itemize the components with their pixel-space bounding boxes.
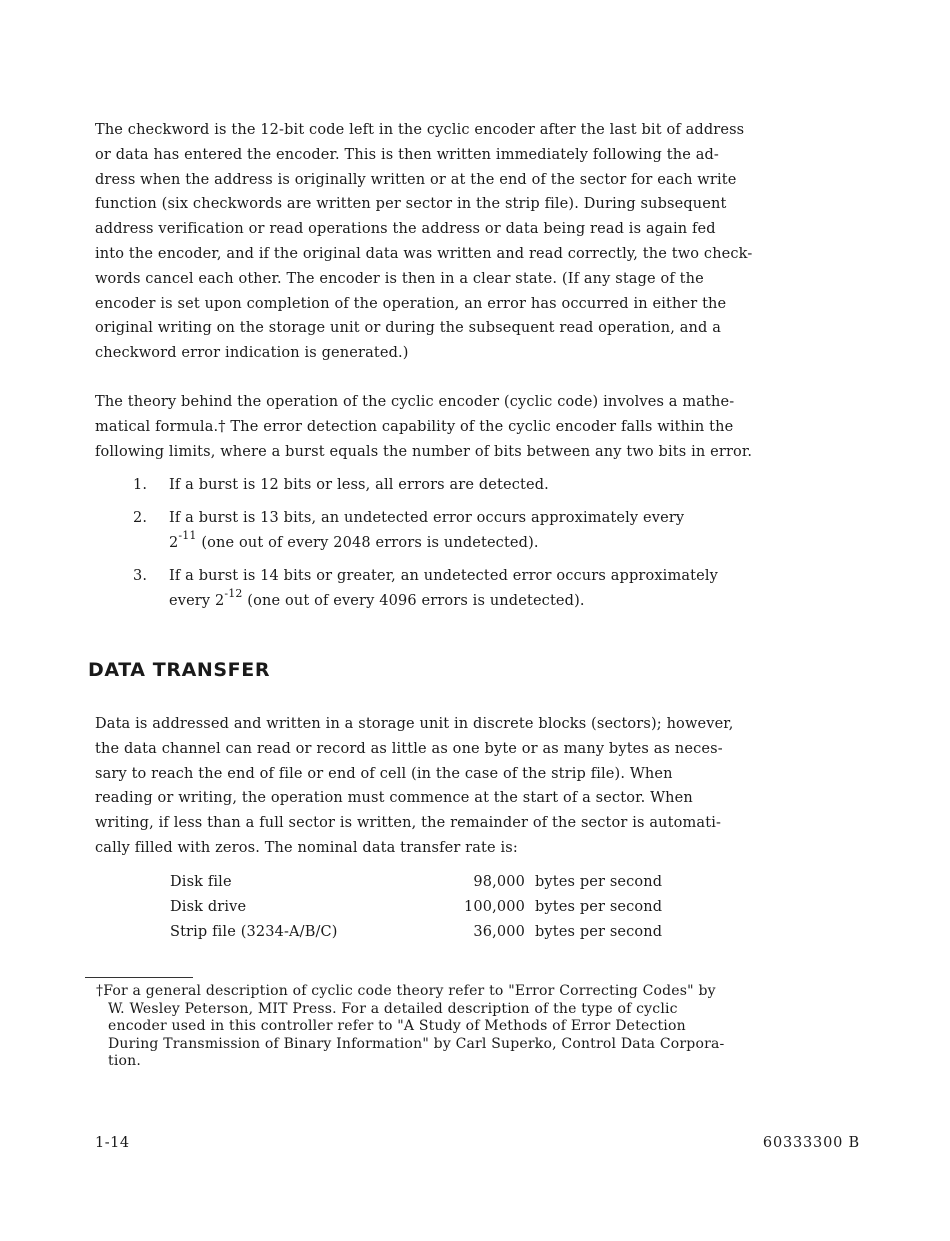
footnote xyxy=(96,983,876,1071)
list-item-number: 1. xyxy=(133,477,148,493)
text-line: dress when the address is originally written or at the end of the sector for each write xyxy=(95,171,737,188)
text-line: tion. xyxy=(108,1053,141,1070)
text-line: checkword error indication is generated.) xyxy=(95,345,409,362)
text-line: encoder is set upon completion of the operation, an error has occurred in either the xyxy=(95,295,727,312)
list-item-number: 2. xyxy=(133,510,148,526)
document-number: 60333300 B xyxy=(762,1135,860,1151)
text-line: During Transmission of Binary Information" by Carl Superko, Control Data Corpora- xyxy=(108,1035,725,1052)
text-line: words cancel each other. The encoder is then in a clear state. (If any stage of the xyxy=(95,270,704,287)
rate-value: 100,000 xyxy=(463,898,525,915)
text-fragment: (one out of every 4096 errors is undetected). xyxy=(242,592,585,609)
table-row xyxy=(170,895,710,920)
text-line xyxy=(169,586,849,614)
checkword-paragraph xyxy=(95,118,877,366)
text-line: matical formula.† The error detection capability of the cyclic encoder falls within the xyxy=(95,418,734,435)
page-number: 1-14 xyxy=(95,1135,130,1151)
rate-unit: bytes per second xyxy=(535,898,663,915)
text-line: If a burst is 13 bits, an undetected error occurs approximately every xyxy=(169,510,685,526)
text-line: The checkword is the 12-bit code left in the cyclic encoder after the last bit of address xyxy=(95,122,745,138)
cyclic-encoder-theory-paragraph xyxy=(95,390,877,464)
rate-unit: bytes per second xyxy=(535,874,663,890)
transfer-rate-table xyxy=(170,870,710,944)
data-transfer-paragraph xyxy=(95,712,877,861)
text-line: reading or writing, the operation must commence at the start of a sector. When xyxy=(95,790,693,807)
section-heading: DATA TRANSFER xyxy=(88,659,271,681)
text-line: encoder used in this controller refer to "A Study of Methods of Error Detection xyxy=(108,1018,686,1035)
device-name: Disk file xyxy=(170,874,232,890)
power-base: 2 xyxy=(169,534,179,551)
text-line: W. Wesley Peterson, MIT Press. For a detailed description of the type of cyclic xyxy=(108,1000,678,1017)
list-item-number: 3. xyxy=(133,568,148,584)
text-line: or data has entered the encoder. This is then written immediately following the ad- xyxy=(95,146,719,163)
text-line: If a burst is 12 bits or less, all errors are detected. xyxy=(169,477,549,493)
text-line: function (six checkwords are written per sector in the strip file). During subsequent xyxy=(95,196,727,213)
rate-unit: bytes per second xyxy=(535,923,663,940)
power-base: every 2 xyxy=(169,592,225,609)
rate-value: 98,000 xyxy=(473,874,525,890)
text-line xyxy=(169,528,849,556)
list-item-text xyxy=(169,564,849,614)
text-line: address verification or read operations the address or data being read is again fed xyxy=(95,221,716,238)
table-row xyxy=(170,920,710,945)
exponent: -11 xyxy=(178,528,197,542)
list-item-text xyxy=(169,506,849,556)
exponent: -12 xyxy=(224,586,243,600)
table-row xyxy=(170,870,710,895)
text-line: cally filled with zeros. The nominal data transfer rate is: xyxy=(95,839,518,856)
device-name: Disk drive xyxy=(170,898,247,915)
text-line: into the encoder, and if the original data was written and read correctly, the two check- xyxy=(95,245,753,262)
text-line: writing, if less than a full sector is written, the remainder of the sector is automati- xyxy=(95,815,722,832)
device-name: Strip file (3234-A/B/C) xyxy=(170,923,338,940)
text-line: original writing on the storage unit or during the subsequent read operation, and a xyxy=(95,320,721,337)
text-line: If a burst is 14 bits or greater, an undetected error occurs approximately xyxy=(169,568,718,584)
rate-value: 36,000 xyxy=(473,923,525,940)
text-line: Data is addressed and written in a storage unit in discrete blocks (sectors); however, xyxy=(95,716,734,732)
list-item-text xyxy=(169,473,849,498)
text-fragment: (one out of every 2048 errors is undetected). xyxy=(196,534,539,551)
text-line: The theory behind the operation of the cyclic encoder (cyclic code) involves a mathe- xyxy=(95,394,735,410)
text-line: †For a general description of cyclic code theory refer to "Error Correcting Codes" by xyxy=(96,983,716,999)
text-line: sary to reach the end of file or end of cell (in the case of the strip file). When xyxy=(95,765,673,782)
footnote-divider xyxy=(85,977,193,978)
text-line: the data channel can read or record as little as one byte or as many bytes as neces- xyxy=(95,740,723,757)
text-line: following limits, where a burst equals the number of bits between any two bits in error. xyxy=(95,443,753,460)
